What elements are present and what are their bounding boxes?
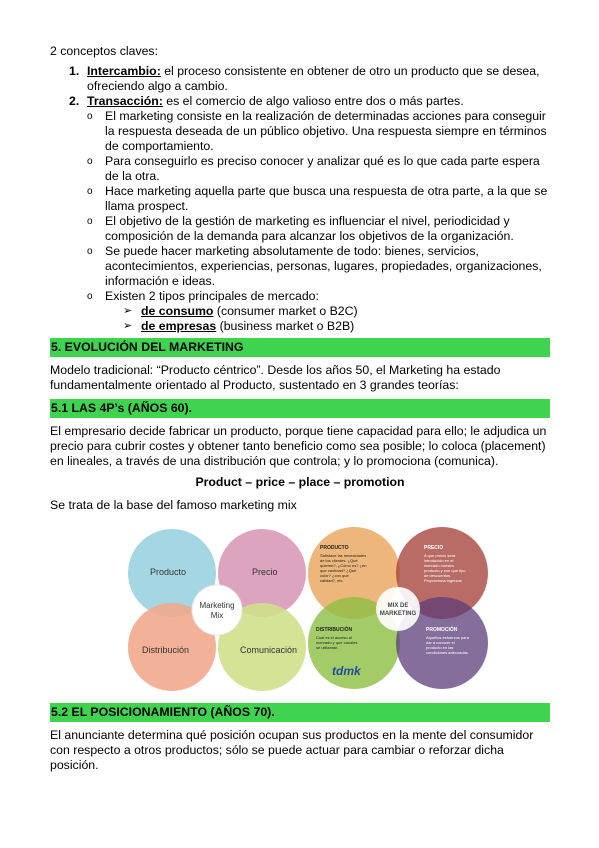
- section-heading-5-1: 5.1 LAS 4P’s (AÑOS 60).: [50, 399, 550, 418]
- marketing-mix-note: Se trata de la base del famoso marketing mix: [50, 498, 297, 512]
- producto-desc-line: de los clientes. ¿Qué: [320, 558, 358, 563]
- concept-item: [50, 64, 550, 94]
- concept-item: [50, 94, 550, 334]
- precio-label: Precio: [252, 567, 278, 577]
- marketing-mix-venn-right: [302, 525, 502, 695]
- bullet-item: o Hace marketing aquella parte que busca una respuesta de otra parte, a la que se llama prospect.: [87, 184, 548, 213]
- center-label-line2: Mix: [210, 611, 224, 620]
- section-5-1-text: El empresario decide fabricar un producto, porque tiene capacidad para ello; le adjudica un precio para cubrir costes y obtener tanto beneficio como sea posible; lo coloca (placement) en lineales, a través de una distribución que controla; y lo promociona (comunica).: [50, 424, 547, 468]
- distribucion-desc-line: Cual es el acceso al: [316, 635, 352, 640]
- arrow-icon: ➢: [123, 320, 133, 332]
- four-p-formula: Product – price – place – promotion: [195, 475, 405, 489]
- precio-desc-line: de descuentos.: [424, 573, 452, 578]
- concept-term: Intercambio:: [87, 64, 161, 78]
- center-circle: [376, 587, 420, 631]
- precio-desc-line: Proporciona ingresos: [424, 578, 462, 583]
- marketing-mix-figures: [50, 525, 550, 695]
- section-5-2-text: El anunciante determina qué posición ocupan sus productos en la mente del consumidor con respecto a otros productos; sólo se puede actuar para cambiar o reforzar dicha posición.: [50, 728, 534, 772]
- concept-number: 1.: [69, 64, 80, 78]
- producto-label: Producto: [150, 567, 187, 577]
- precio-desc-line: producto y con que tipo: [424, 568, 466, 573]
- intro-text: 2 conceptos claves:: [50, 44, 159, 58]
- concept-text: el proceso consistente en obtener de otro un producto que se desea, ofreciendo algo a cambio.: [87, 64, 540, 93]
- promocion-desc-line: condiciones adecuadas.: [426, 650, 469, 655]
- distribucion-label: Distribución: [142, 645, 190, 655]
- arrow-icon: ➢: [123, 305, 133, 317]
- center-label-line2: MARKETING: [379, 611, 417, 617]
- producto-desc-line: calidad?, etc.: [320, 578, 344, 583]
- market-item: ➢ de empresas (business market o B2B): [123, 319, 355, 333]
- market-list: [105, 304, 550, 334]
- tdmk-logo: tdmk: [332, 664, 361, 678]
- section-5-text: Modelo tradicional: “Producto céntrico”. Desde los años 50, el Marketing ha estado fundamentalmente orientado al Producto, sustentado en 3 grandes teorías:: [50, 363, 501, 392]
- center-label-line1: Marketing: [199, 601, 235, 610]
- distribucion-title: DISTRIBUCIÓN: [316, 627, 353, 633]
- section-heading-5: 5. EVOLUCIÓN DEL MARKETING: [50, 338, 550, 357]
- precio-desc-line: A que precio será: [424, 553, 456, 558]
- comunicacion-label: Comunicación: [240, 645, 298, 655]
- precio-desc-line: introducido en el: [424, 558, 454, 563]
- bullet-item: o Existen 2 tipos principales de mercado: ➢ de consumo (consumer market o B2C) ➢ de empresas (business market o B2B): [87, 289, 550, 334]
- market-item: ➢ de consumo (consumer market o B2C): [123, 304, 358, 318]
- promocion-desc-line: dar a conocer el: [426, 640, 455, 645]
- precio-title: PRECIO: [424, 545, 444, 551]
- promocion-desc-line: Aquellos esfuerzos para: [426, 635, 469, 640]
- concepts-list: [50, 64, 550, 334]
- marketing-mix-venn-left: [124, 525, 314, 695]
- concept-text: es el comercio de algo valioso entre dos o más partes.: [162, 94, 464, 108]
- center-label-line1: MIX DE: [387, 603, 409, 609]
- bullet-item: o Para conseguirlo es preciso conocer y analizar qué es lo que cada parte espera de la otra.: [87, 154, 540, 183]
- bullet-item: o El objetivo de la gestión de marketing es influenciar el nivel, periodicidad y composición de la demanda para alcanzar los objetivos de la organización.: [87, 214, 514, 243]
- producto-title: PRODUCTO: [320, 545, 349, 551]
- concept-number: 2.: [69, 94, 80, 108]
- producto-desc-line: que cantidad? ¿Qué: [320, 568, 357, 573]
- document-page: [50, 44, 550, 779]
- distribucion-desc-line: mercado y que canales: [316, 640, 358, 645]
- producto-desc-line: Satisface las necesidades: [320, 553, 367, 558]
- bullet-item: o Se puede hacer marketing absolutamente de todo: bienes, servicios, acontecimientos, experiencias, personas, lugares, propiedades, organizaciones, información e ideas.: [87, 244, 542, 288]
- promocion-desc-line: producto en las: [426, 645, 454, 650]
- promocion-title: PROMOCIÓN: [426, 627, 458, 633]
- concept-term: Transacción:: [87, 94, 163, 108]
- producto-desc-line: quieren?, ¿Cómo es? ¿en: [320, 563, 367, 568]
- producto-desc-line: color? ¿con que: [320, 573, 349, 578]
- bullet-item: o El marketing consiste en la realización de determinadas acciones para conseguir la respuesta deseada de un público objetivo. Una respuesta siempre en términos de comportamiento.: [87, 109, 547, 153]
- center-circle: [192, 585, 242, 635]
- precio-desc-line: mercado nuestro: [424, 563, 455, 568]
- distribucion-desc-line: se utilizarán.: [316, 645, 339, 650]
- bullet-list: [87, 109, 550, 334]
- section-heading-5-2: 5.2 EL POSICIONAMIENTO (AÑOS 70).: [50, 703, 550, 722]
